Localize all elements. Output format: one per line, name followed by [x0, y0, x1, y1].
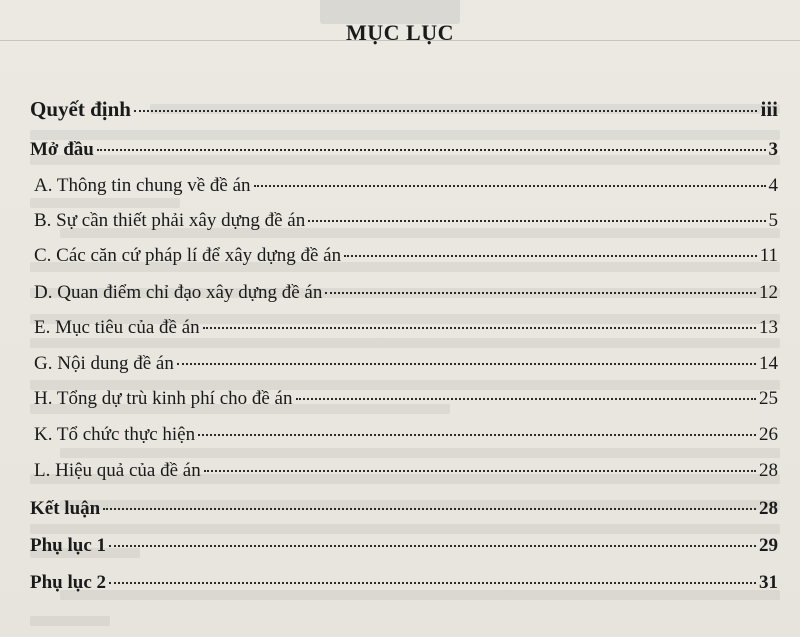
toc-entry-label: H. Tổng dự trù kinh phí cho đề án — [34, 388, 293, 409]
dot-leader — [177, 363, 756, 365]
dot-leader — [109, 545, 756, 547]
dot-leader — [203, 327, 756, 329]
toc-entry-c[interactable] — [34, 244, 778, 268]
toc-entry-page: 26 — [759, 424, 778, 445]
toc-entry-page: 13 — [759, 317, 778, 338]
toc-entry-page: 12 — [759, 282, 778, 303]
toc-entry-page: 31 — [759, 572, 778, 593]
toc-entry-k[interactable] — [34, 423, 778, 447]
toc-entry-page: iii — [760, 97, 778, 121]
showthrough-line — [60, 448, 780, 458]
toc-entry-ket-luan[interactable] — [30, 497, 778, 521]
toc-entry-phu-luc-2[interactable] — [30, 571, 778, 595]
toc-entry-page: 28 — [759, 460, 778, 481]
toc-entry-page: 4 — [768, 175, 778, 196]
toc-entry-quyet-dinh[interactable] — [30, 97, 778, 121]
dot-leader — [134, 110, 758, 112]
dot-leader — [344, 255, 757, 257]
toc-entry-page: 14 — [759, 353, 778, 374]
dot-leader — [198, 434, 756, 436]
toc-entry-l[interactable] — [34, 459, 778, 483]
dot-leader — [103, 508, 756, 510]
toc-entry-label: B. Sự cần thiết phải xây dựng đề án — [34, 210, 306, 231]
toc-entry-g[interactable] — [34, 352, 778, 376]
toc-entry-label: E. Mục tiêu của đề án — [34, 317, 200, 338]
dot-leader — [254, 185, 766, 187]
toc-entry-label: Phụ lục 2 — [30, 572, 107, 593]
toc-entry-label: G. Nội dung đề án — [34, 353, 174, 374]
toc-entry-page: 3 — [768, 139, 778, 160]
toc-entry-phu-luc-1[interactable] — [30, 534, 778, 558]
toc-entry-label: Phụ lục 1 — [30, 535, 107, 556]
dot-leader — [308, 220, 765, 222]
toc-entry-label: Kết luận — [30, 498, 101, 519]
toc-entry-e[interactable] — [34, 316, 778, 340]
toc-title: MỤC LỤC — [346, 20, 454, 45]
showthrough-line — [30, 616, 110, 626]
showthrough-line — [30, 524, 780, 534]
toc-entry-label: C. Các căn cứ pháp lí để xây dựng đề án — [34, 245, 342, 266]
toc-entry-label: Mở đầu — [30, 139, 94, 160]
toc-entry-label: Quyết định — [30, 97, 131, 121]
dot-leader — [296, 398, 757, 400]
toc-entry-page: 11 — [759, 245, 778, 266]
dot-leader — [204, 470, 756, 472]
toc-entry-page: 29 — [759, 535, 778, 556]
toc-entry-label: A. Thông tin chung về đề án — [34, 175, 251, 196]
toc-entry-h[interactable] — [34, 387, 778, 411]
showthrough-line — [30, 198, 180, 208]
toc-entry-a[interactable] — [34, 174, 778, 198]
dot-leader — [97, 149, 766, 151]
toc-entry-page: 25 — [759, 388, 778, 409]
toc-entry-label: D. Quan điểm chỉ đạo xây dựng đề án — [34, 282, 323, 303]
toc-entry-label: L. Hiệu quả của đề án — [34, 460, 201, 481]
toc-entry-d[interactable] — [34, 281, 778, 305]
dot-leader — [109, 582, 756, 584]
toc-entry-label: K. Tổ chức thực hiện — [34, 424, 196, 445]
toc-entry-mo-dau[interactable] — [30, 138, 778, 162]
toc-entry-page: 28 — [759, 498, 778, 519]
toc-entry-page: 5 — [768, 210, 778, 231]
dot-leader — [325, 292, 756, 294]
toc-entry-b[interactable] — [34, 209, 778, 233]
